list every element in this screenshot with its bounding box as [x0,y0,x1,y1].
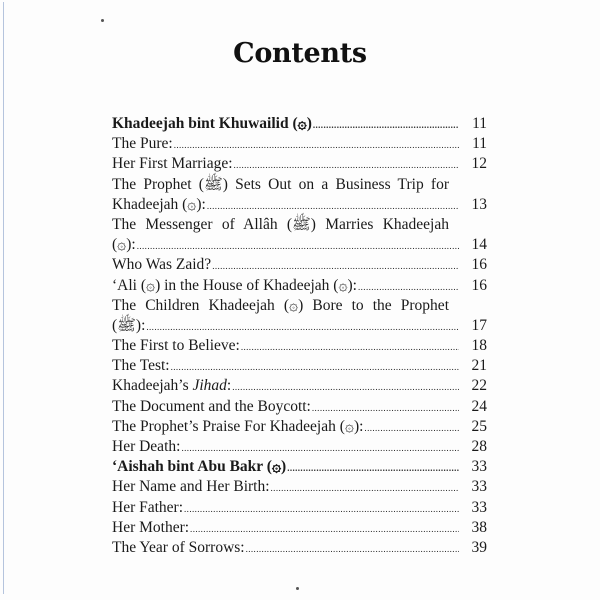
dot-leader [287,458,459,478]
toc-entry [112,356,487,376]
dot-leader [313,115,459,135]
dot-leader [246,539,459,559]
toc-entry-title: The Pure: [112,135,173,153]
toc-entry-title: The Prophet (ﷺ) Sets Out on a Business Trip for [112,175,450,193]
toc-entry-line [112,195,487,215]
toc-entry-line [112,397,487,417]
toc-entry-line [112,316,487,336]
toc-entry [112,296,487,336]
toc-page-number: 33 [471,498,487,516]
toc-entry-line [112,417,487,437]
toc-entry-line [112,356,487,376]
toc-page-number: 33 [471,458,487,476]
toc-entry [112,336,487,356]
print-speck [101,19,104,22]
toc-page-number: 22 [471,377,487,395]
toc-page-number: 21 [471,357,487,375]
toc-entry-line [112,296,487,316]
toc-page-number: 39 [471,538,487,556]
toc-entry-title: The Messenger of Allâh (ﷺ) Marries Khadeejah [112,215,449,233]
toc-entry [112,498,487,518]
toc-entry-title: Her First Marriage: [112,155,233,173]
toc-page-number: 17 [471,316,487,334]
toc-entry-title: Khadeejah (۞): [112,195,206,213]
toc-page-number: 14 [471,236,487,254]
dot-leader [181,438,459,458]
toc-entry-line [112,154,487,174]
dot-leader [184,499,459,519]
toc-entry [112,457,487,477]
toc-entry-line [112,215,487,235]
table-of-contents [112,114,487,558]
toc-entry-title: Her Name and Her Birth: [112,478,270,496]
toc-entry-title: (ﷺ): [112,316,146,334]
dot-leader [358,277,459,297]
dot-leader [190,519,459,539]
toc-page-number: 13 [471,195,487,213]
toc-entry-line [112,134,487,154]
toc-entry-title: The Prophet’s Praise For Khadeejah (۞): [112,417,364,435]
page-edge-line [3,2,4,594]
page-title: Contents [233,38,367,69]
print-speck [296,587,299,590]
toc-entry-title: Khadeejah bint Khuwailid (۞) [112,115,312,132]
toc-page-number: 11 [472,135,487,153]
toc-entry [112,255,487,275]
toc-entry [112,417,487,437]
toc-entry-title: The Document and the Boycott: [112,397,311,415]
dot-leader [174,135,459,155]
dot-leader [171,357,459,377]
toc-entry-title: Her Mother: [112,518,190,536]
toc-entry-title: The Test: [112,357,170,375]
toc-entry-title: The Year of Sorrows: [112,538,245,556]
toc-entry [112,154,487,174]
toc-entry-title: Who Was Zaid? [112,256,212,274]
toc-page-number: 28 [471,438,487,455]
toc-entry-line [112,235,487,255]
toc-entry-line [112,538,487,558]
toc-entry [112,175,487,215]
dot-leader [207,196,459,216]
toc-page-number: 33 [471,478,487,496]
toc-entry-title: ‘Aishah bint Abu Bakr (۞) [112,458,287,476]
toc-entry [112,397,487,417]
toc-entry-line [112,336,487,356]
toc-entry-line [112,376,487,396]
toc-entry-title: (۞): [112,236,136,254]
toc-entry-title: The Children Khadeejah (۞) Bore to the Prophet [112,296,449,314]
toc-entry-title: Her Father: [112,498,184,516]
toc-entry [112,114,487,134]
toc-page-number: 11 [472,115,487,132]
dot-leader [212,256,459,276]
toc-entry-line [112,457,487,477]
dot-leader [232,377,459,397]
toc-entry [112,215,487,255]
toc-page-number: 16 [471,256,487,274]
toc-entry [112,518,487,538]
toc-page-number: 12 [471,155,487,173]
dot-leader [312,398,459,418]
dot-leader [364,418,459,438]
toc-page-number: 25 [471,417,487,435]
toc-entry-title: ‘Ali (۞) in the House of Khadeejah (۞): [112,276,357,294]
dot-leader [146,317,459,337]
dot-leader [241,337,459,357]
toc-page-number: 16 [471,276,487,294]
toc-entry [112,376,487,396]
toc-entry-line [112,175,487,195]
italic-term: Jihad [192,377,227,395]
toc-entry-line [112,114,487,134]
toc-entry-line [112,477,487,497]
toc-page-number: 24 [471,397,487,415]
dot-leader [271,478,459,498]
toc-entry [112,477,487,497]
toc-entry [112,134,487,154]
toc-entry-line [112,518,487,538]
toc-entry [112,538,487,558]
toc-entry [112,437,487,457]
dot-leader [234,155,459,175]
toc-entry-title: Her Death: [112,438,181,455]
toc-page-number: 38 [471,518,487,536]
dot-leader [137,236,459,256]
toc-page-number: 18 [471,337,487,355]
toc-entry-line [112,498,487,518]
toc-entry [112,276,487,296]
toc-entry-line [112,437,487,457]
toc-entry-title: Khadeejah’s Jihad: [112,377,232,395]
toc-entry-line [112,255,487,275]
toc-entry-title: The First to Believe: [112,337,240,355]
toc-entry-line [112,276,487,296]
